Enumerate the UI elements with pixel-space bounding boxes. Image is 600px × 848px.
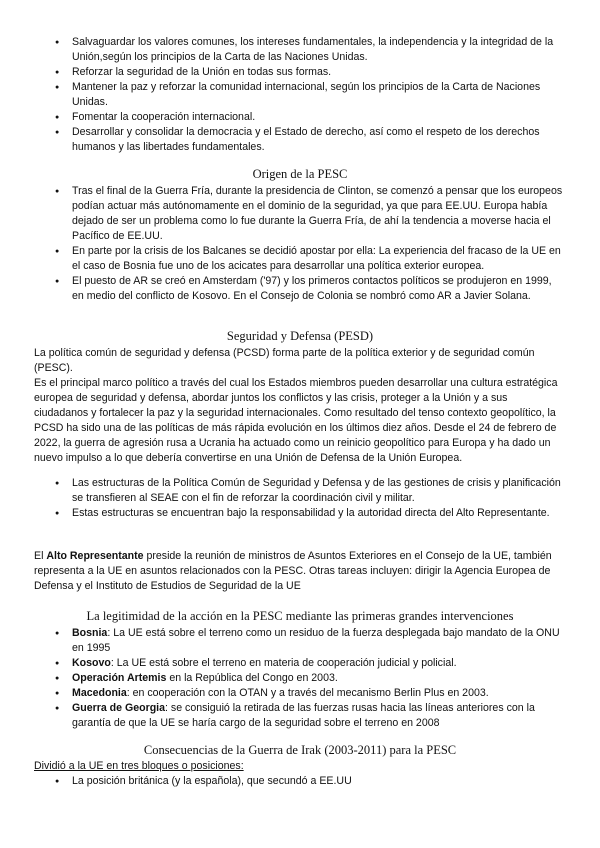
list-item: ● Tras el final de la Guerra Fría, durante la presidencia de Clinton, se comenzó a pensar que los europeos podían actuar más autónomamente en el dominio de la seguridad, ya que para EE.UU. Europa había dejado de ser un problema como lo fue durante la Guerra Fría, de ahí la tendencia a moverse hacia el Pacífico de EE.UU. — [72, 184, 564, 244]
list-item: ● Desarrollar y consolidar la democracia y el Estado de derecho, así como el respeto de los derechos humanos y las libertades fundamentales. — [72, 125, 564, 155]
list-item: ● Mantener la paz y reforzar la comunidad internacional, según los principios de la Carta de Naciones Unidas. — [72, 80, 564, 110]
security-list — [72, 476, 564, 521]
list-item: ● Fomentar la cooperación internacional. — [72, 110, 564, 125]
list-item: ● Kosovo: La UE está sobre el terreno en materia de cooperación judicial y policial. — [72, 656, 564, 671]
list-item: ● Las estructuras de la Política Común de Seguridad y Defensa y de las gestiones de crisis y planificación se transfieren al SEAE con el fin de reforzar la coordinación civil y militar. — [72, 476, 564, 506]
iraq-list — [72, 774, 564, 789]
section-heading-iraq: Consecuencias de la Guerra de Irak (2003-2011) para la PESC — [143, 743, 457, 757]
list-item: ● En parte por la crisis de los Balcanes se decidió apostar por ella: La experiencia del fracaso de la UE en el caso de Bosnia fue uno de los acicates para desarrollar una política exterior europea. — [72, 244, 564, 274]
iraq-subtitle: Dividió a la UE en tres bloques o posiciones: — [34, 760, 244, 772]
legitimacy-list — [72, 626, 564, 731]
section-heading-security: Seguridad y Defensa (PESD) — [226, 329, 374, 343]
list-item: ● La posición británica (y la española), que secundó a EE.UU — [72, 774, 564, 789]
list-item: ● El puesto de AR se creó en Amsterdam ('97) y los primeros contactos políticos se produjeron en 1999, en medio del conflicto de Kosovo. En el Consejo de Colonia se nombró como AR a Javier Solana. — [72, 274, 564, 304]
list-item: ● Operación Artemis en la República del Congo en 2003. — [72, 671, 564, 686]
section-heading-origin: Origen de la PESC — [252, 167, 348, 181]
section-heading-legitimacy: La legitimidad de la acción en la PESC mediante las primeras grandes intervenciones — [86, 609, 514, 623]
list-item: ● Estas estructuras se encuentran bajo la responsabilidad y la autoridad directa del Alto Representante. — [72, 506, 564, 521]
security-intro — [34, 346, 564, 466]
list-item: ● Macedonia: en cooperación con la OTAN y a través del mecanismo Berlin Plus en 2003. — [72, 686, 564, 701]
paragraph: La política común de seguridad y defensa (PCSD) forma parte de la política exterior y de seguridad común (PESC). — [34, 347, 535, 374]
list-item: ● Bosnia: La UE está sobre el terreno como un residuo de la fuerza desplegada bajo mandato de la ONU en 1995 — [72, 626, 564, 656]
list-item: ● Guerra de Georgia: se consiguió la retirada de las fuerzas rusas hacia las líneas anteriores con la garantía de que la UE se haría cargo de la seguridad sobre el terreno en 2008 — [72, 701, 564, 731]
objectives-list — [72, 35, 564, 155]
list-item: ● Salvaguardar los valores comunes, los intereses fundamentales, la independencia y la integridad de la Unión,según los principios de la Carta de las Naciones Unidas. — [72, 35, 564, 65]
origin-list — [72, 184, 564, 304]
alto-representante-paragraph: El Alto Representante preside la reunión de ministros de Asuntos Exteriores en el Consejo de la UE, también representa a la UE en asuntos relacionados con la PESC. Otras tareas incluyen: dirigir la Agencia Europea de Defensa y el Instituto de Estudios de Seguridad de la UE — [34, 550, 552, 592]
paragraph: Es el principal marco político a través del cual los Estados miembros pueden desarrollar una cultura estratégica europea de seguridad y defensa, abordar juntos los conflictos y las crisis, proteger a la Unión y a sus ciudadanos y fortalecer la paz y la seguridad internacionales. Como resultado del tenso contexto geopolítico, la PCSD ha sido una de las políticas de más rápida evolución en los últimos diez años. Desde el 24 de febrero de 2022, la guerra de agresión rusa a Ucrania ha actuado como un reinicio geopolítico para Europa y ha dado un nuevo impulso a lo que debería convertirse en una Unión de Defensa de la Unión Europea. — [34, 377, 558, 464]
bold-term: Alto Representante — [46, 550, 144, 562]
list-item: ● Reforzar la seguridad de la Unión en todas sus formas. — [72, 65, 564, 80]
